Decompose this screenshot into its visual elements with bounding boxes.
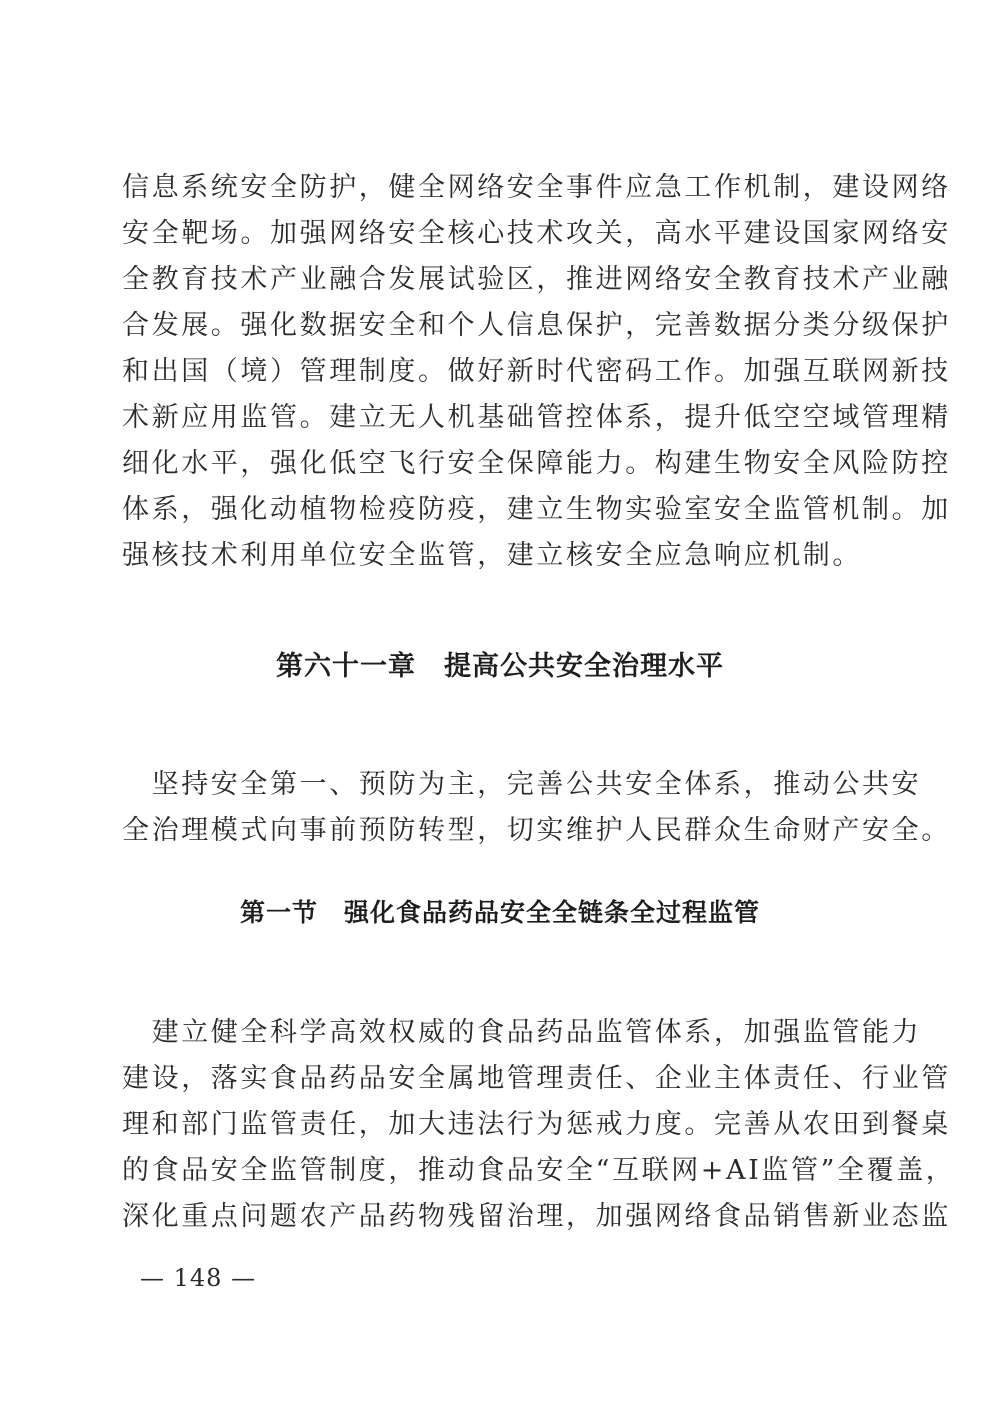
paragraph-chapter-intro (122, 762, 951, 854)
text-line: 的食品安全监管制度，推动食品安全“互联网+AI监管”全覆盖， (122, 1155, 956, 1186)
text-line: 信息系统安全防护，健全网络安全事件应急工作机制，建设网络 (122, 172, 951, 203)
page-number: — 148 — (140, 1264, 257, 1292)
text-line: 全治理模式向事前预防转型，切实维护人民群众生命财产安全。 (122, 815, 951, 846)
section-title: 第一节 强化食品药品安全全链条全过程监管 (239, 898, 760, 927)
text-line: 强核技术利用单位安全监管，建立核安全应急响应机制。 (122, 540, 862, 571)
text-line: 体系，强化动植物检疫防疫，建立生物实验室安全监管机制。加 (122, 494, 951, 525)
text-line: 建设，落实食品药品安全属地管理责任、企业主体责任、行业管 (122, 1063, 951, 1094)
text-line: 理和部门监管责任，加大违法行为惩戒力度。完善从农田到餐桌 (122, 1109, 951, 1140)
text-line: 建立健全科学高效权威的食品药品监管体系，加强监管能力 (122, 1017, 922, 1048)
text-line: 细化水平，强化低空飞行安全保障能力。构建生物安全风险防控 (122, 448, 951, 479)
text-line: 和出国（境）管理制度。做好新时代密码工作。加强互联网新技 (122, 356, 951, 387)
paragraph-food-drug-supervision (122, 1010, 956, 1240)
text-line: 全教育技术产业融合发展试验区，推进网络安全教育技术产业融 (122, 264, 951, 295)
text-line: 深化重点问题农产品药物残留治理，加强网络食品销售新业态监 (122, 1201, 951, 1232)
paragraph-network-security (122, 165, 951, 579)
text-line: 术新应用监管。建立无人机基础管控体系，提升低空空域管理精 (122, 402, 951, 433)
text-line: 安全靶场。加强网络安全核心技术攻关，高水平建设国家网络安 (122, 218, 951, 249)
text-line: 合发展。强化数据安全和个人信息保护，完善数据分类分级保护 (122, 310, 951, 341)
chapter-title: 第六十一章 提高公共安全治理水平 (276, 651, 724, 682)
text-line: 坚持安全第一、预防为主，完善公共安全体系，推动公共安 (122, 769, 922, 800)
